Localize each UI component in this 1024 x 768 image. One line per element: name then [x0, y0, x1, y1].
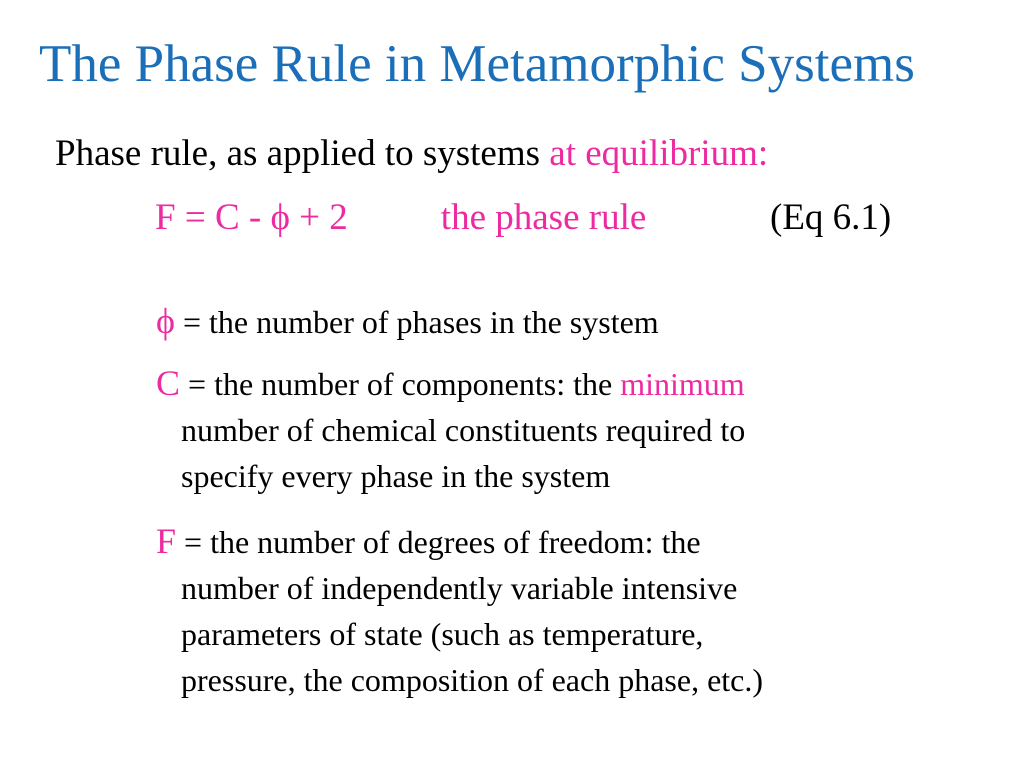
definition-freedom: [156, 518, 763, 703]
definition-freedom-line-2: number of independently variable intensive: [181, 570, 738, 606]
equation-formula: F = C - ϕ + 2: [155, 197, 348, 238]
symbol-f: F: [156, 521, 177, 561]
equation-line: [155, 199, 646, 236]
intro-line: [55, 135, 768, 172]
definition-components: [156, 360, 745, 499]
slide-title: The Phase Rule in Metamorphic Systems: [39, 35, 915, 93]
equation-reference: (Eq 6.1): [770, 197, 892, 238]
definition-components-text: = the number of components: the: [180, 366, 621, 402]
symbol-c: C: [156, 363, 181, 403]
definition-freedom-line-3: parameters of state (such as temperature,: [181, 616, 704, 652]
definition-freedom-line-4: pressure, the composition of each phase, etc.): [181, 662, 764, 698]
symbol-phi: ϕ: [156, 301, 175, 341]
equation-name: the phase rule: [440, 197, 647, 238]
definition-components-highlight: minimum: [620, 366, 745, 402]
intro-highlight: at equilibrium:: [549, 133, 769, 174]
definition-freedom-text: = the number of degrees of freedom: the: [176, 524, 701, 560]
definition-phases-text: = the number of phases in the system: [174, 304, 659, 340]
definition-components-line-3: specify every phase in the system: [181, 458, 611, 494]
definition-components-line-2: number of chemical constituents required to: [181, 412, 746, 448]
intro-text: Phase rule, as applied to systems: [55, 133, 550, 174]
definition-phases: [156, 298, 659, 345]
